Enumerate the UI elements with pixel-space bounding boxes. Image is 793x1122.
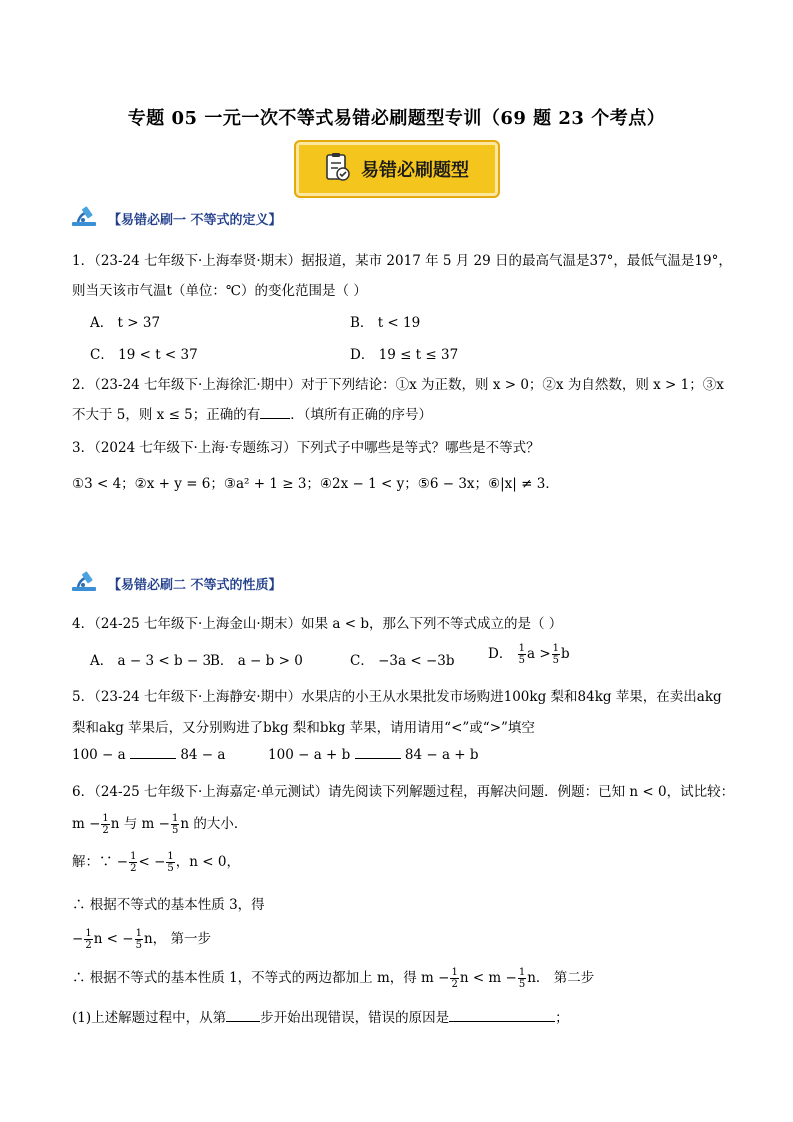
q6-line1: 6．（24-25 七年级下·上海嘉定·单元测试）请先阅读下列解题过程，再解决问题．例题：已知 n < 0，试比较： bbox=[72, 784, 735, 800]
fraction-numerator: 1 bbox=[167, 851, 174, 862]
fraction-denominator: 5 bbox=[518, 655, 525, 666]
q1-option-d: D． 19 ≤ t ≤ 37 bbox=[350, 347, 459, 363]
question-text: ； bbox=[555, 1010, 569, 1026]
page-title: 专题 05 一元一次不等式易错必刷题型专训（69 题 23 个考点） bbox=[127, 108, 666, 129]
q4-option-b: B． a − b > 0 bbox=[210, 653, 303, 669]
q5-line2: 梨和akg 苹果后，又分别购进了bkg 梨和bkg 苹果，请用请用“<”或“>”填空 bbox=[72, 720, 535, 736]
math-text: n < − bbox=[93, 931, 134, 947]
q1-line2: 则当天该市气温t（单位：℃）的变化范围是（ ） bbox=[72, 283, 367, 299]
fraction-numerator: 1 bbox=[102, 813, 109, 824]
math-text: n 与 m − bbox=[110, 816, 170, 832]
math-text: 解：∵ − bbox=[72, 854, 129, 870]
part-one-line bbox=[72, 1006, 569, 1026]
math-text: n < m − bbox=[459, 970, 517, 986]
q1-line1: 1．（23-24 七年级下·上海奉贤·期末）据报道，某市 2017 年 5 月 29 日的最高气温是37°，最低气温是19°， bbox=[72, 253, 732, 269]
fraction-denominator: 5 bbox=[552, 655, 560, 666]
fraction-denominator: 2 bbox=[130, 863, 137, 874]
math-text: n 的大小． bbox=[180, 816, 248, 832]
q2-line2 bbox=[72, 403, 432, 423]
q1-option-b: B． t < 19 bbox=[350, 315, 421, 331]
fraction-denominator: 5 bbox=[171, 825, 179, 836]
q1-option-a: A． t > 37 bbox=[90, 315, 161, 331]
math-text: − bbox=[72, 931, 84, 947]
q2-line1: 2．（23-24 七年级下·上海徐汇·期中）对于下列结论：①x 为正数，则 x > 0；②x 为自然数，则 x > 1；③x bbox=[72, 377, 724, 393]
expr: 100 − a bbox=[72, 747, 126, 763]
fraction bbox=[171, 813, 179, 836]
fraction bbox=[129, 851, 137, 874]
math-text: m − bbox=[72, 816, 101, 832]
fraction-denominator: 2 bbox=[102, 825, 109, 836]
fraction-numerator: 1 bbox=[171, 813, 179, 824]
q4-line1: 4．（24-25 七年级下·上海金山·期末）如果 a < b，那么下列不等式成立的是（ ） bbox=[72, 616, 563, 632]
option-d-mid: a > bbox=[527, 646, 551, 662]
fraction-numerator: 1 bbox=[518, 643, 525, 654]
microscope-icon bbox=[72, 570, 102, 596]
fraction bbox=[135, 928, 143, 951]
expr: 84 − a + b bbox=[404, 747, 479, 763]
fraction-numerator: 1 bbox=[518, 967, 526, 978]
q6-line2 bbox=[72, 812, 247, 836]
q2-text-b: ．（填所有正确的序号） bbox=[290, 407, 433, 423]
q1-option-c: C． 19 < t < 37 bbox=[90, 347, 198, 363]
fraction-numerator: 1 bbox=[130, 851, 137, 862]
answer-blank[interactable] bbox=[226, 1009, 260, 1022]
fraction-denominator: 5 bbox=[167, 863, 174, 874]
section-title: 【易错必刷二 不等式的性质】 bbox=[108, 577, 282, 593]
fraction-denominator: 5 bbox=[518, 979, 526, 990]
question-text: (1)上述解题过程中，从第 bbox=[72, 1010, 227, 1026]
step-two-line bbox=[72, 966, 594, 990]
fraction bbox=[101, 813, 109, 836]
step-one-line bbox=[72, 927, 211, 951]
q5-line1: 5．（23-24 七年级下·上海静安·期中）水果店的小王从水果批发市场购进100kg 梨和84kg 苹果，在卖出akg bbox=[72, 689, 722, 705]
fraction-numerator: 1 bbox=[451, 967, 458, 978]
answer-blank[interactable] bbox=[260, 406, 290, 419]
question-text: 步开始出现错误，错误的原因是 bbox=[260, 1010, 450, 1026]
answer-blank[interactable] bbox=[449, 1009, 555, 1022]
math-text: < − bbox=[138, 854, 166, 870]
fraction-numerator: 1 bbox=[85, 928, 92, 939]
fraction bbox=[450, 967, 458, 990]
option-d-label: D． bbox=[488, 646, 513, 662]
option-d-end: b bbox=[561, 646, 570, 662]
solution-line bbox=[72, 850, 240, 874]
fraction-numerator: 1 bbox=[552, 643, 560, 654]
section-title: 【易错必刷一 不等式的定义】 bbox=[108, 212, 282, 228]
fraction bbox=[552, 643, 560, 666]
expr: 100 − a + b bbox=[268, 747, 351, 763]
q4-option-d bbox=[488, 642, 570, 666]
step-intro: ∴ 根据不等式的基本性质 3，得 bbox=[72, 897, 265, 913]
q3-line2: ①3 < 4；②x + y = 6；③a² + 1 ≥ 3；④2x − 1 < y；⑤6 − 3x；⑥|x| ≠ 3． bbox=[72, 476, 559, 492]
banner-label: 易错必刷题型 bbox=[361, 160, 469, 181]
q5-blanks bbox=[72, 746, 479, 763]
checklist-icon bbox=[325, 152, 351, 186]
fraction-denominator: 2 bbox=[451, 979, 458, 990]
fraction bbox=[518, 643, 526, 666]
answer-blank[interactable] bbox=[355, 746, 401, 759]
section-header-2 bbox=[72, 572, 282, 594]
microscope-icon bbox=[72, 205, 102, 231]
q4-option-a: A． a − 3 < b − 3 bbox=[90, 653, 212, 669]
q2-text-a: 不大于 5，则 x ≤ 5；正确的有 bbox=[72, 407, 261, 423]
q3-line1: 3．（2024 七年级下·上海·专题练习）下列式子中哪些是等式？哪些是不等式？ bbox=[72, 440, 540, 456]
question-type-banner bbox=[294, 140, 500, 198]
fraction bbox=[166, 851, 174, 874]
math-text: n． 第二步 bbox=[527, 970, 595, 986]
fraction-denominator: 2 bbox=[85, 940, 92, 951]
fraction bbox=[518, 967, 526, 990]
math-text: ，n < 0， bbox=[175, 854, 240, 870]
answer-blank[interactable] bbox=[130, 746, 176, 759]
math-text: ∴ 根据不等式的基本性质 1，不等式的两边都加上 m，得 m − bbox=[72, 970, 450, 986]
section-header-1 bbox=[72, 207, 282, 229]
expr: 84 − a bbox=[180, 747, 226, 763]
fraction-denominator: 5 bbox=[135, 940, 142, 951]
fraction-numerator: 1 bbox=[135, 928, 142, 939]
math-text: n， 第一步 bbox=[143, 931, 211, 947]
q4-option-c: C． −3a < −3b bbox=[350, 653, 455, 669]
fraction bbox=[84, 928, 92, 951]
